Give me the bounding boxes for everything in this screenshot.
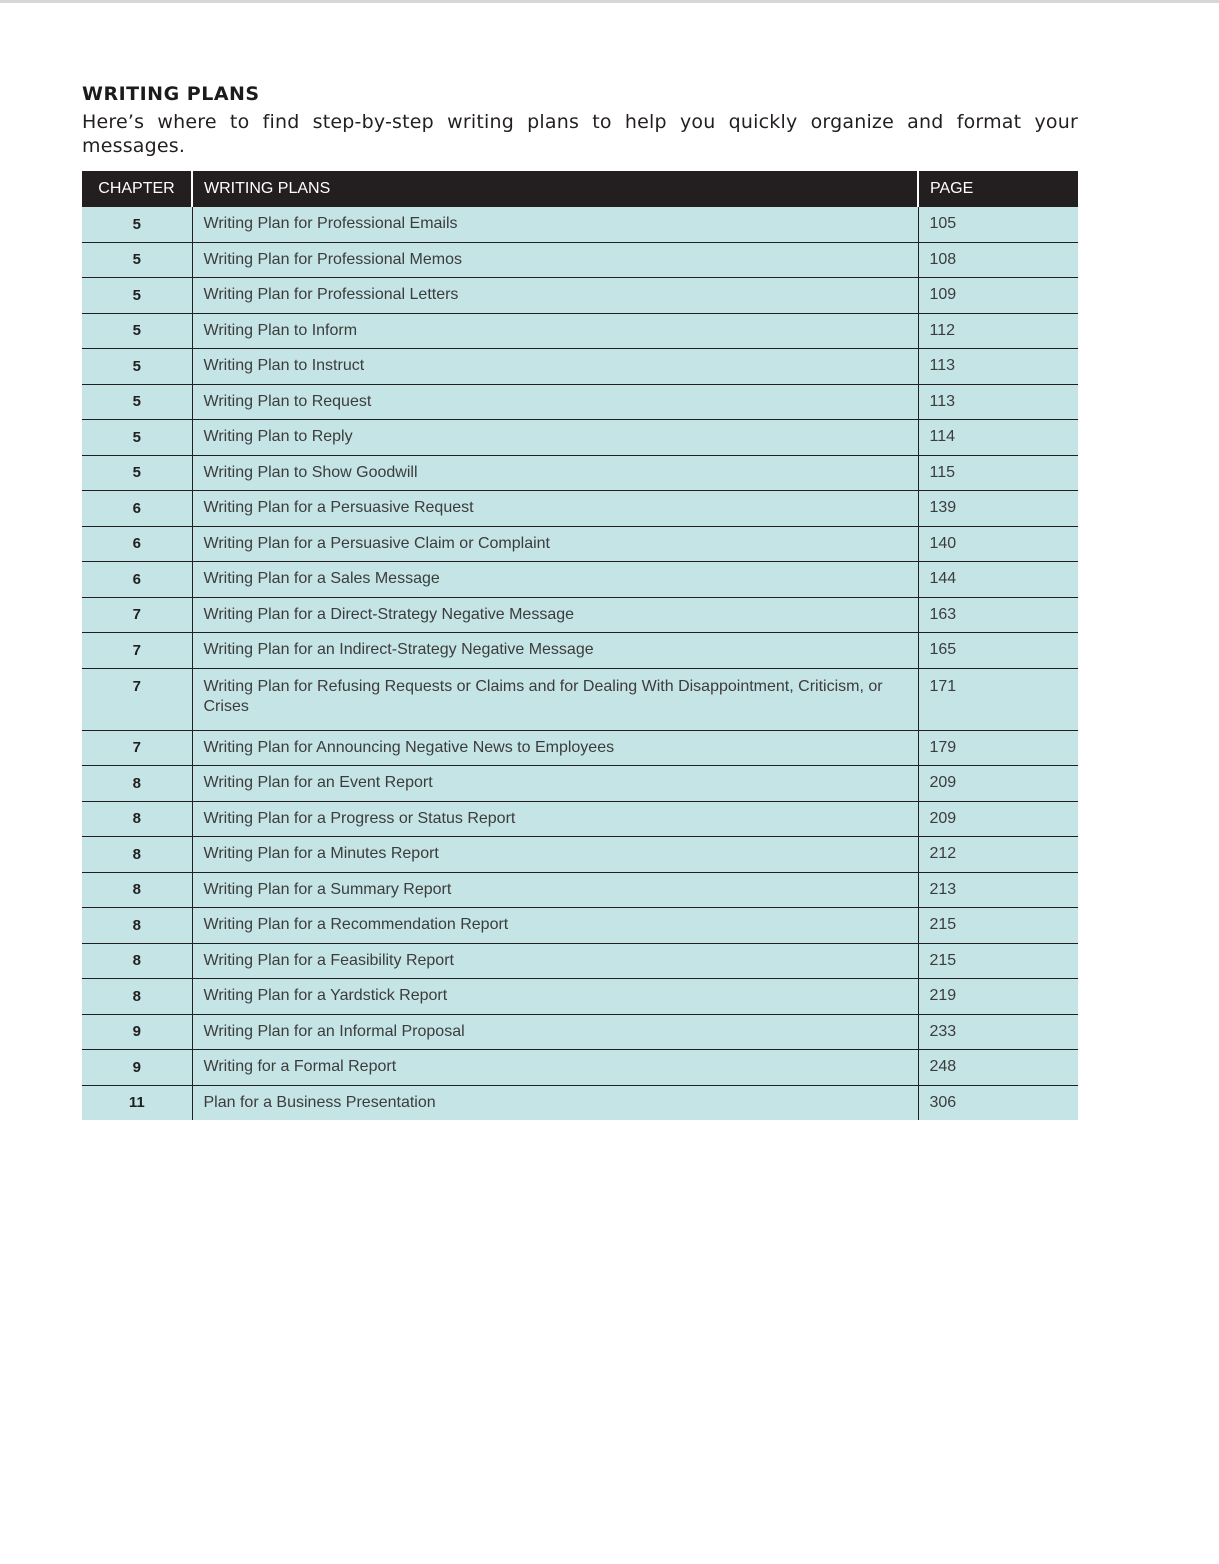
chapter-cell: 5 <box>82 349 192 385</box>
section-intro: Here’s where to find step-by-step writing plans to help you quickly organize and format your messages. <box>82 111 1078 157</box>
page-cell: 139 <box>918 491 1078 527</box>
page-cell: 209 <box>918 766 1078 802</box>
table-row <box>82 597 1078 633</box>
plan-cell: Writing for a Formal Report <box>192 1050 918 1086</box>
plan-cell: Writing Plan for Announcing Negative News to Employees <box>192 730 918 766</box>
chapter-cell: 5 <box>82 207 192 242</box>
plan-cell: Writing Plan for a Minutes Report <box>192 837 918 873</box>
table-row <box>82 1085 1078 1120</box>
plan-cell: Writing Plan to Request <box>192 384 918 420</box>
chapter-cell: 8 <box>82 943 192 979</box>
chapter-cell: 8 <box>82 766 192 802</box>
chapter-cell: 7 <box>82 597 192 633</box>
page-cell: 212 <box>918 837 1078 873</box>
page-cell: 112 <box>918 313 1078 349</box>
page-cell: 114 <box>918 420 1078 456</box>
plan-cell: Writing Plan to Instruct <box>192 349 918 385</box>
plan-cell: Writing Plan to Reply <box>192 420 918 456</box>
table-row <box>82 801 1078 837</box>
page-cell: 108 <box>918 242 1078 278</box>
chapter-cell: 5 <box>82 278 192 314</box>
plan-cell: Writing Plan for a Persuasive Claim or Complaint <box>192 526 918 562</box>
page-cell: 113 <box>918 384 1078 420</box>
plan-cell: Writing Plan for Professional Letters <box>192 278 918 314</box>
table-row <box>82 207 1078 242</box>
chapter-cell: 5 <box>82 242 192 278</box>
chapter-cell: 9 <box>82 1014 192 1050</box>
page-cell: 233 <box>918 1014 1078 1050</box>
table-row <box>82 278 1078 314</box>
plan-cell: Writing Plan for a Summary Report <box>192 872 918 908</box>
page-cell: 109 <box>918 278 1078 314</box>
table-row <box>82 908 1078 944</box>
page-cell: 306 <box>918 1085 1078 1120</box>
header-writing-plans: WRITING PLANS <box>192 171 918 207</box>
table-row <box>82 242 1078 278</box>
plan-cell: Writing Plan for a Recommendation Report <box>192 908 918 944</box>
plan-cell: Plan for a Business Presentation <box>192 1085 918 1120</box>
table-row <box>82 1050 1078 1086</box>
plan-cell: Writing Plan for a Persuasive Request <box>192 491 918 527</box>
page-cell: 215 <box>918 943 1078 979</box>
section-title: WRITING PLANS <box>82 83 260 105</box>
header-page: PAGE <box>918 171 1078 207</box>
table-row <box>82 455 1078 491</box>
writing-plans-section <box>82 80 1078 1112</box>
plan-cell: Writing Plan for an Informal Proposal <box>192 1014 918 1050</box>
page-cell: 144 <box>918 562 1078 598</box>
table-row <box>82 526 1078 562</box>
table-row <box>82 837 1078 873</box>
table-row <box>82 313 1078 349</box>
page-cell: 248 <box>918 1050 1078 1086</box>
page-cell: 171 <box>918 668 1078 730</box>
page-cell: 115 <box>918 455 1078 491</box>
table-row <box>82 562 1078 598</box>
page-cell: 219 <box>918 979 1078 1015</box>
chapter-cell: 9 <box>82 1050 192 1086</box>
plan-cell: Writing Plan for Professional Memos <box>192 242 918 278</box>
chapter-cell: 5 <box>82 313 192 349</box>
table-row <box>82 1014 1078 1050</box>
table-row <box>82 384 1078 420</box>
chapter-cell: 8 <box>82 837 192 873</box>
chapter-cell: 5 <box>82 384 192 420</box>
plan-cell: Writing Plan for Refusing Requests or Claims and for Dealing With Disappointment, Criticism, or Crises <box>192 668 918 730</box>
chapter-cell: 7 <box>82 668 192 730</box>
chapter-cell: 5 <box>82 420 192 456</box>
table-row <box>82 668 1078 730</box>
chapter-cell: 6 <box>82 526 192 562</box>
chapter-cell: 5 <box>82 455 192 491</box>
table-row <box>82 633 1078 669</box>
table-row <box>82 766 1078 802</box>
table-row <box>82 943 1078 979</box>
table-row <box>82 730 1078 766</box>
chapter-cell: 8 <box>82 979 192 1015</box>
table-row <box>82 420 1078 456</box>
page-cell: 113 <box>918 349 1078 385</box>
chapter-cell: 8 <box>82 872 192 908</box>
page-cell: 209 <box>918 801 1078 837</box>
page-cell: 215 <box>918 908 1078 944</box>
table-header <box>82 171 1078 207</box>
chapter-cell: 11 <box>82 1085 192 1120</box>
page-cell: 213 <box>918 872 1078 908</box>
plan-cell: Writing Plan for Professional Emails <box>192 207 918 242</box>
plan-cell: Writing Plan for a Progress or Status Report <box>192 801 918 837</box>
page-cell: 105 <box>918 207 1078 242</box>
plan-cell: Writing Plan for a Feasibility Report <box>192 943 918 979</box>
chapter-cell: 6 <box>82 491 192 527</box>
plan-cell: Writing Plan for a Direct-Strategy Negative Message <box>192 597 918 633</box>
chapter-cell: 7 <box>82 730 192 766</box>
page-cell: 179 <box>918 730 1078 766</box>
table-row <box>82 979 1078 1015</box>
page-cell: 140 <box>918 526 1078 562</box>
chapter-cell: 6 <box>82 562 192 598</box>
table-body <box>82 207 1078 1120</box>
page-cell: 165 <box>918 633 1078 669</box>
plan-cell: Writing Plan for a Yardstick Report <box>192 979 918 1015</box>
chapter-cell: 7 <box>82 633 192 669</box>
page-top-rule <box>0 0 1219 3</box>
plan-cell: Writing Plan for an Indirect-Strategy Negative Message <box>192 633 918 669</box>
page-cell: 163 <box>918 597 1078 633</box>
header-chapter: CHAPTER <box>82 171 192 207</box>
chapter-cell: 8 <box>82 908 192 944</box>
chapter-cell: 8 <box>82 801 192 837</box>
writing-plans-table <box>82 171 1078 1120</box>
plan-cell: Writing Plan for an Event Report <box>192 766 918 802</box>
plan-cell: Writing Plan to Show Goodwill <box>192 455 918 491</box>
table-row <box>82 491 1078 527</box>
plan-cell: Writing Plan for a Sales Message <box>192 562 918 598</box>
table-row <box>82 349 1078 385</box>
table-row <box>82 872 1078 908</box>
plan-cell: Writing Plan to Inform <box>192 313 918 349</box>
header-row <box>82 171 1078 207</box>
